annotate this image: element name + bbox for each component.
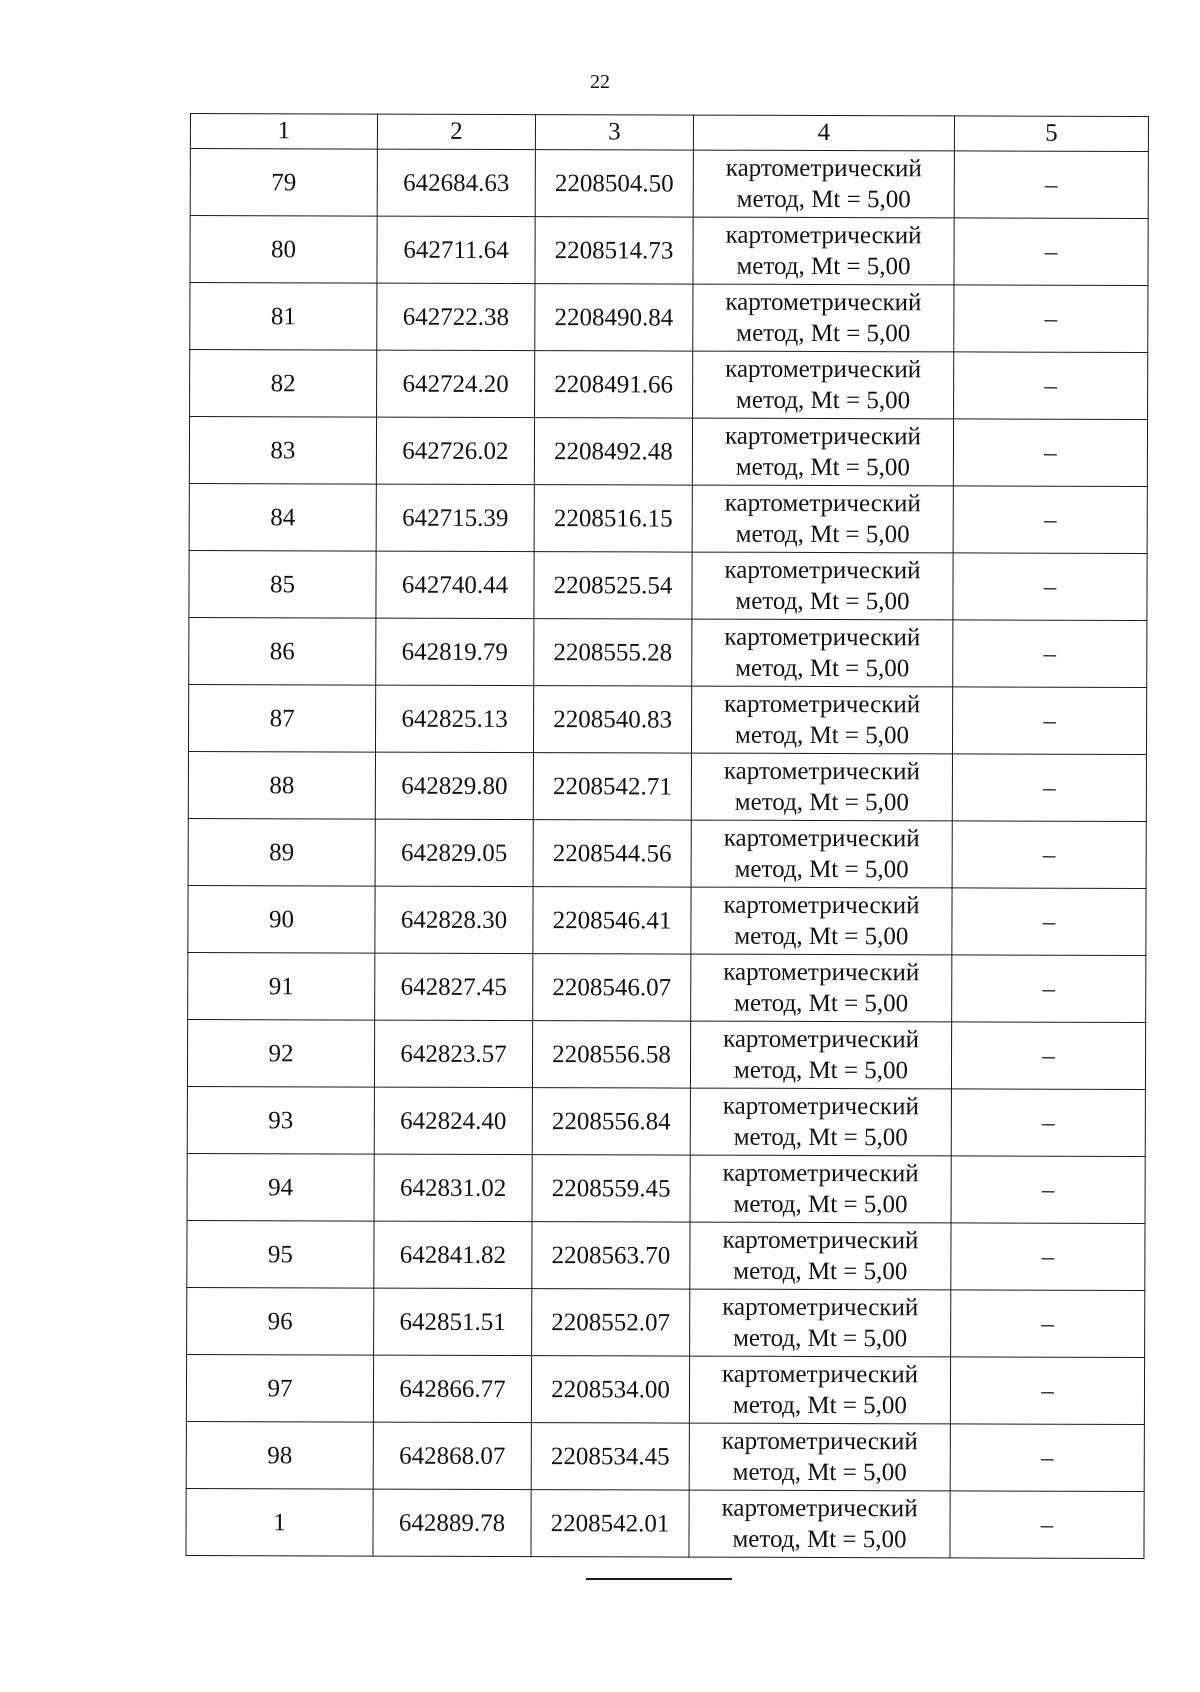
point-number-cell: 98 bbox=[186, 1421, 373, 1489]
y-coordinate-cell: 2208559.45 bbox=[532, 1155, 690, 1222]
point-number-cell: 92 bbox=[187, 1019, 374, 1087]
point-number-cell: 91 bbox=[188, 952, 375, 1020]
method-cell bbox=[691, 954, 952, 1022]
method-line-1: картометрический bbox=[724, 690, 921, 719]
y-coordinate-cell: 2208534.00 bbox=[531, 1356, 689, 1423]
header-col-2: 2 bbox=[377, 114, 535, 149]
method-line-1: картометрический bbox=[724, 422, 922, 451]
method-line-1: картометрический bbox=[723, 958, 920, 987]
table-row bbox=[190, 149, 1148, 219]
table-header bbox=[190, 114, 1148, 152]
y-coordinate-cell: 2208490.84 bbox=[535, 284, 693, 351]
table-row bbox=[189, 417, 1147, 487]
table-row bbox=[188, 751, 1146, 821]
end-of-table-rule bbox=[586, 1578, 732, 1580]
y-coordinate-cell: 2208555.28 bbox=[534, 619, 692, 686]
y-coordinate-cell: 2208546.07 bbox=[533, 954, 691, 1021]
y-coordinate-cell: 2208552.07 bbox=[532, 1289, 690, 1356]
coordinates-table bbox=[185, 113, 1149, 1559]
method-cell bbox=[693, 351, 954, 419]
x-coordinate-cell: 642851.51 bbox=[374, 1288, 532, 1355]
table-row bbox=[187, 1220, 1145, 1290]
note-cell: – bbox=[952, 821, 1146, 889]
x-coordinate-cell: 642889.78 bbox=[373, 1489, 531, 1556]
method-cell bbox=[689, 1356, 950, 1424]
point-number-cell: 1 bbox=[186, 1488, 373, 1556]
x-coordinate-cell: 642841.82 bbox=[374, 1221, 532, 1288]
method-line-1: картометрический bbox=[725, 154, 922, 183]
y-coordinate-cell: 2208534.45 bbox=[531, 1423, 689, 1490]
method-line-2: метод, Mt = 5,00 bbox=[734, 922, 909, 951]
x-coordinate-cell: 642740.44 bbox=[376, 551, 534, 618]
x-coordinate-cell: 642684.63 bbox=[377, 149, 535, 216]
method-cell bbox=[691, 753, 952, 821]
method-cell bbox=[692, 485, 953, 553]
x-coordinate-cell: 642715.39 bbox=[376, 484, 534, 551]
table-row bbox=[187, 1153, 1145, 1223]
table-row bbox=[186, 1354, 1144, 1424]
note-cell: – bbox=[953, 553, 1147, 621]
method-cell bbox=[693, 217, 954, 285]
method-line-1: картометрический bbox=[723, 1025, 920, 1054]
note-cell: – bbox=[953, 620, 1147, 688]
method-line-2: метод, Mt = 5,00 bbox=[735, 453, 910, 482]
method-cell bbox=[690, 1021, 951, 1089]
y-coordinate-cell: 2208525.54 bbox=[534, 552, 692, 619]
point-number-cell: 83 bbox=[189, 417, 376, 485]
point-number-cell: 84 bbox=[189, 483, 376, 551]
table-row bbox=[190, 283, 1148, 353]
table-row bbox=[187, 1019, 1145, 1089]
method-line-2: метод, Mt = 5,00 bbox=[734, 855, 909, 884]
method-cell bbox=[691, 820, 952, 888]
method-line-2: метод, Mt = 5,00 bbox=[733, 1056, 909, 1085]
method-line-1: картометрический bbox=[723, 891, 920, 920]
note-cell: – bbox=[954, 352, 1148, 420]
method-cell bbox=[693, 284, 954, 352]
x-coordinate-cell: 642724.20 bbox=[377, 350, 535, 417]
table-row bbox=[188, 818, 1146, 888]
method-line-1: картометрический bbox=[724, 489, 921, 518]
method-cell bbox=[689, 1423, 950, 1491]
method-cell bbox=[690, 1088, 951, 1156]
note-cell: – bbox=[954, 218, 1148, 286]
method-line-1: картометрический bbox=[721, 1360, 919, 1389]
table-body bbox=[186, 149, 1148, 1559]
method-line-2: метод, Mt = 5,00 bbox=[735, 587, 910, 616]
x-coordinate-cell: 642711.64 bbox=[377, 216, 535, 283]
method-line-2: метод, Mt = 5,00 bbox=[733, 1190, 908, 1219]
point-number-cell: 89 bbox=[188, 818, 375, 886]
note-cell: – bbox=[953, 419, 1147, 487]
method-line-1: картометрический bbox=[723, 757, 920, 786]
header-col-1: 1 bbox=[190, 114, 377, 150]
method-line-1: картометрический bbox=[724, 556, 921, 585]
table-row bbox=[188, 885, 1146, 955]
method-cell bbox=[692, 418, 953, 486]
table-row bbox=[187, 1086, 1145, 1156]
method-line-1: картометрический bbox=[725, 288, 922, 317]
point-number-cell: 80 bbox=[190, 216, 377, 284]
method-cell bbox=[693, 150, 954, 218]
note-cell: – bbox=[953, 486, 1147, 554]
note-cell: – bbox=[952, 687, 1146, 755]
method-cell bbox=[692, 619, 953, 687]
header-col-4: 4 bbox=[693, 115, 954, 151]
method-line-1: картометрический bbox=[725, 355, 922, 384]
table-row bbox=[188, 684, 1146, 754]
table-row bbox=[189, 617, 1147, 687]
point-number-cell: 86 bbox=[189, 617, 376, 685]
method-line-2: метод, Mt = 5,00 bbox=[734, 721, 910, 750]
method-line-1: картометрический bbox=[722, 1226, 919, 1255]
note-cell: – bbox=[951, 1022, 1145, 1090]
table-row bbox=[190, 216, 1148, 286]
table-row bbox=[190, 350, 1148, 420]
note-cell: – bbox=[952, 955, 1146, 1023]
table-row bbox=[189, 483, 1147, 553]
header-row bbox=[190, 114, 1148, 152]
x-coordinate-cell: 642829.80 bbox=[375, 752, 533, 819]
method-line-2: метод, Mt = 5,00 bbox=[734, 989, 909, 1018]
method-line-2: метод, Mt = 5,00 bbox=[736, 319, 911, 348]
method-cell bbox=[692, 552, 953, 620]
method-line-2: метод, Mt = 5,00 bbox=[732, 1458, 907, 1487]
x-coordinate-cell: 642868.07 bbox=[373, 1422, 531, 1489]
y-coordinate-cell: 2208563.70 bbox=[532, 1222, 690, 1289]
method-line-1: картометрический bbox=[722, 1293, 919, 1322]
y-coordinate-cell: 2208540.83 bbox=[533, 686, 691, 753]
y-coordinate-cell: 2208544.56 bbox=[533, 820, 691, 887]
table-row bbox=[188, 952, 1146, 1022]
method-line-2: метод, Mt = 5,00 bbox=[733, 1257, 908, 1286]
x-coordinate-cell: 642726.02 bbox=[376, 417, 534, 484]
method-cell bbox=[691, 887, 952, 955]
method-line-1: картометрический bbox=[721, 1494, 918, 1523]
note-cell: – bbox=[952, 754, 1146, 822]
note-cell: – bbox=[952, 888, 1146, 956]
table-row bbox=[186, 1488, 1144, 1558]
header-col-5: 5 bbox=[954, 116, 1148, 152]
point-number-cell: 95 bbox=[187, 1220, 374, 1288]
y-coordinate-cell: 2208491.66 bbox=[535, 351, 693, 418]
method-line-2: метод, Mt = 5,00 bbox=[733, 1123, 908, 1152]
x-coordinate-cell: 642722.38 bbox=[377, 283, 535, 350]
x-coordinate-cell: 642828.30 bbox=[375, 886, 533, 953]
point-number-cell: 93 bbox=[187, 1086, 374, 1154]
method-line-2: метод, Mt = 5,00 bbox=[733, 1324, 908, 1353]
y-coordinate-cell: 2208556.58 bbox=[532, 1021, 690, 1088]
method-line-2: метод, Mt = 5,00 bbox=[736, 386, 911, 415]
x-coordinate-cell: 642827.45 bbox=[375, 953, 533, 1020]
point-number-cell: 85 bbox=[189, 550, 376, 618]
method-line-2: метод, Mt = 5,00 bbox=[736, 185, 911, 214]
method-line-1: картометрический bbox=[722, 1092, 919, 1121]
method-line-1: картометрический bbox=[722, 1159, 919, 1188]
point-number-cell: 90 bbox=[188, 885, 375, 953]
table-row bbox=[187, 1287, 1145, 1357]
point-number-cell: 79 bbox=[190, 149, 377, 217]
y-coordinate-cell: 2208516.15 bbox=[534, 485, 692, 552]
y-coordinate-cell: 2208514.73 bbox=[535, 217, 693, 284]
method-line-1: картометрический bbox=[723, 824, 920, 853]
x-coordinate-cell: 642866.77 bbox=[373, 1355, 531, 1422]
note-cell: – bbox=[950, 1424, 1144, 1492]
point-number-cell: 81 bbox=[190, 283, 377, 351]
note-cell: – bbox=[950, 1357, 1144, 1425]
note-cell: – bbox=[954, 285, 1148, 353]
page-number: 22 bbox=[590, 71, 610, 93]
point-number-cell: 96 bbox=[187, 1287, 374, 1355]
y-coordinate-cell: 2208542.01 bbox=[531, 1490, 689, 1557]
table-row bbox=[186, 1421, 1144, 1491]
method-cell bbox=[689, 1490, 950, 1558]
note-cell: – bbox=[951, 1223, 1145, 1291]
header-col-3: 3 bbox=[535, 115, 693, 150]
point-number-cell: 97 bbox=[186, 1354, 373, 1422]
x-coordinate-cell: 642819.79 bbox=[376, 618, 534, 685]
method-line-2: метод, Mt = 5,00 bbox=[735, 654, 910, 683]
y-coordinate-cell: 2208542.71 bbox=[533, 753, 691, 820]
x-coordinate-cell: 642825.13 bbox=[375, 685, 533, 752]
point-number-cell: 82 bbox=[190, 350, 377, 418]
method-cell bbox=[691, 686, 952, 754]
y-coordinate-cell: 2208546.41 bbox=[533, 887, 691, 954]
method-line-2: метод, Mt = 5,00 bbox=[734, 788, 909, 817]
note-cell: – bbox=[951, 1089, 1145, 1157]
method-line-1: картометрический bbox=[721, 1427, 918, 1456]
note-cell: – bbox=[951, 1156, 1145, 1224]
method-line-1: картометрический bbox=[724, 623, 921, 652]
method-cell bbox=[690, 1222, 951, 1290]
method-line-2: метод, Mt = 5,00 bbox=[732, 1525, 907, 1554]
table-row bbox=[189, 550, 1147, 620]
note-cell: – bbox=[951, 1290, 1145, 1358]
method-line-1: картометрический bbox=[725, 221, 922, 250]
y-coordinate-cell: 2208492.48 bbox=[534, 418, 692, 485]
method-line-2: метод, Mt = 5,00 bbox=[732, 1391, 908, 1420]
point-number-cell: 94 bbox=[187, 1153, 374, 1221]
note-cell: – bbox=[954, 151, 1148, 219]
point-number-cell: 87 bbox=[188, 684, 375, 752]
note-cell: – bbox=[950, 1491, 1144, 1559]
method-cell bbox=[690, 1289, 951, 1357]
y-coordinate-cell: 2208504.50 bbox=[535, 150, 693, 217]
x-coordinate-cell: 642823.57 bbox=[374, 1020, 532, 1087]
method-line-2: метод, Mt = 5,00 bbox=[735, 520, 910, 549]
y-coordinate-cell: 2208556.84 bbox=[532, 1088, 690, 1155]
x-coordinate-cell: 642831.02 bbox=[374, 1154, 532, 1221]
method-cell bbox=[690, 1155, 951, 1223]
point-number-cell: 88 bbox=[188, 751, 375, 819]
x-coordinate-cell: 642829.05 bbox=[375, 819, 533, 886]
method-line-2: метод, Mt = 5,00 bbox=[736, 252, 911, 281]
x-coordinate-cell: 642824.40 bbox=[374, 1087, 532, 1154]
